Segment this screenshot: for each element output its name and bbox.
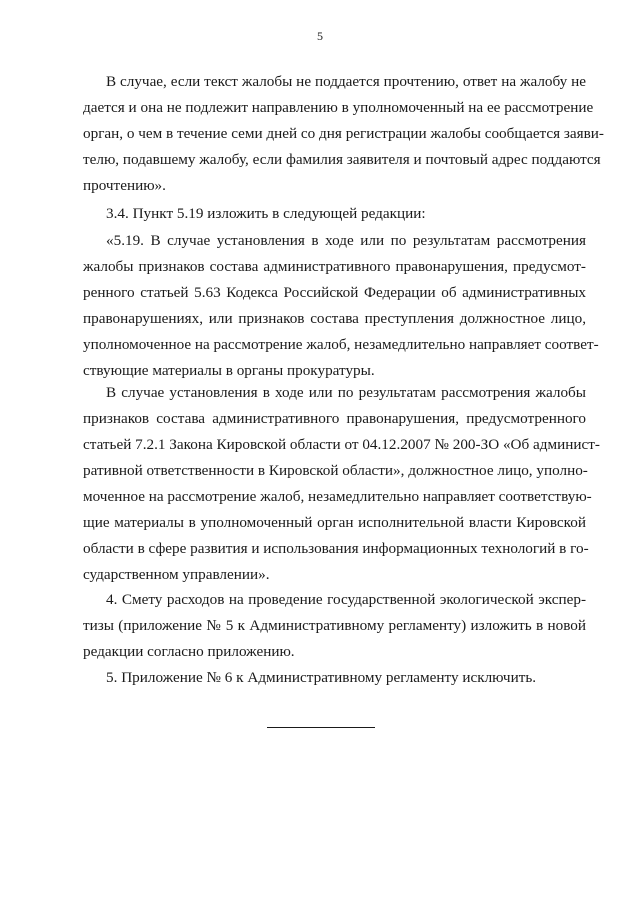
paragraph-line: В случае установления в ходе или по результатам рассмотрения жалобы (106, 384, 586, 401)
paragraph-line: 3.4. Пункт 5.19 изложить в следующей редакции: (106, 205, 426, 222)
paragraph-line: ствующие материалы в органы прокуратуры. (83, 362, 375, 379)
paragraph-line: правонарушениях, или признаков состава преступления должностное лицо, (83, 310, 586, 327)
paragraph-line: орган, о чем в течение семи дней со дня регистрации жалобы сообщается заяви- (83, 125, 604, 142)
paragraph-line: ративной ответственности в Кировской области», должностное лицо, уполно- (83, 462, 588, 479)
paragraph-line: уполномоченное на рассмотрение жалоб, незамедлительно направляет соответ- (83, 336, 599, 353)
paragraph-line: щие материалы в уполномоченный орган исполнительной власти Кировской (83, 514, 586, 531)
page-number: 5 (317, 29, 323, 43)
paragraph-line: статьей 7.2.1 Закона Кировской области от 04.12.2007 № 200-ЗО «Об админист- (83, 436, 600, 453)
paragraph-line: дается и она не подлежит направлению в уполномоченный на ее рассмотрение (83, 99, 594, 116)
paragraph-line: 4. Смету расходов на проведение государственной экологической экспер- (106, 591, 586, 608)
paragraph-line: признаков состава административного правонарушения, предусмотренного (83, 410, 586, 427)
paragraph-line: ренного статьей 5.63 Кодекса Российской Федерации об административных (83, 284, 586, 301)
paragraph-line: 5. Приложение № 6 к Административному регламенту исключить. (106, 669, 537, 686)
paragraph-line: «5.19. В случае установления в ходе или по результатам рассмотрения (106, 232, 586, 249)
paragraph-line: области в сфере развития и использования информационных технологий в го- (83, 540, 589, 557)
paragraph-line: жалобы признаков состава административного правонарушения, предусмот- (83, 258, 586, 275)
paragraph-line: прочтению». (83, 177, 166, 194)
paragraph-line: В случае, если текст жалобы не поддается прочтению, ответ на жалобу не (106, 73, 586, 90)
paragraph-line: телю, подавшему жалобу, если фамилия заявителя и почтовый адрес поддаются (83, 151, 601, 168)
paragraph-line: сударственном управлении». (83, 566, 270, 583)
closing-divider (267, 727, 375, 728)
paragraph-line: редакции согласно приложению. (83, 643, 295, 660)
paragraph-line: моченное на рассмотрение жалоб, незамедлительно направляет соответствую- (83, 488, 592, 505)
paragraph-line: тизы (приложение № 5 к Административному регламенту) изложить в новой (83, 617, 586, 634)
